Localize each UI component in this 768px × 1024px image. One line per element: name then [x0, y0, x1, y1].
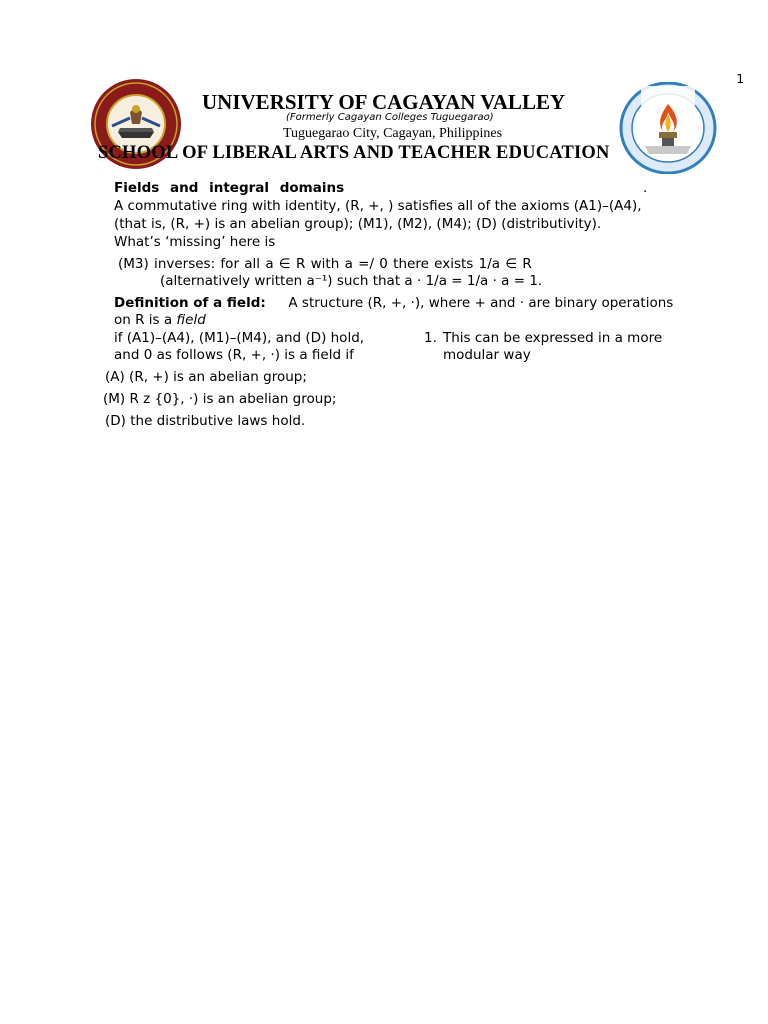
note-line-2: modular way [443, 347, 531, 363]
definition-line-4: and 0 as follows (R, +, ·) is a field if [114, 347, 354, 363]
section-title: Fields and integral domains [114, 180, 345, 196]
axiom-m: (M) R z {0}, ·) is an abelian group; [103, 391, 337, 407]
m3-line-1: (M3) inverses: for all a ∈ R with a =/ 0 there exists 1/a ∈ R [118, 256, 532, 272]
definition-text: A structure (R, +, ·), where + and · are binary operations [288, 295, 674, 311]
definition-line-2-prefix: on R is a [114, 312, 177, 328]
definition-line-2 [114, 312, 206, 329]
school-seal-logo [619, 82, 717, 174]
page-number: 1 [736, 72, 744, 86]
location: Tuguegarao City, Cagayan, Philippines [283, 126, 503, 141]
intro-line-1: A commutative ring with identity, (R, +, ) satisfies all of the axioms (A1)–(A4), [114, 198, 642, 214]
definition-line-3: if (A1)–(A4), (M1)–(M4), and (D) hold, [114, 330, 365, 346]
m3-line-2: (alternatively written a⁻¹) such that a · 1/a = 1/a · a = 1. [160, 273, 543, 289]
intro-line-3: What’s ‘missing’ here is [114, 234, 276, 250]
field-italic: field [176, 312, 206, 328]
axiom-d: (D) the distributive laws hold. [105, 413, 306, 429]
axiom-a: (A) (R, +) is an abelian group; [105, 369, 307, 385]
definition-label: Definition of a field: [114, 295, 266, 311]
formerly-name: (Formerly Cagayan Colleges Tuguegarao) [286, 112, 494, 123]
definition-line-1 [114, 295, 673, 312]
note-line-1: This can be expressed in a more [443, 330, 663, 346]
note-number: 1. [424, 330, 437, 346]
university-title: UNIVERSITY OF CAGAYAN VALLEY [202, 90, 566, 114]
section-title-dot: . [643, 180, 648, 196]
intro-line-2: (that is, (R, +) is an abelian group); (M1), (M2), (M4); (D) (distributivity). [114, 216, 602, 232]
section-title-line [114, 180, 344, 197]
school-title: SCHOOL OF LIBERAL ARTS AND TEACHER EDUCATION [98, 143, 610, 163]
